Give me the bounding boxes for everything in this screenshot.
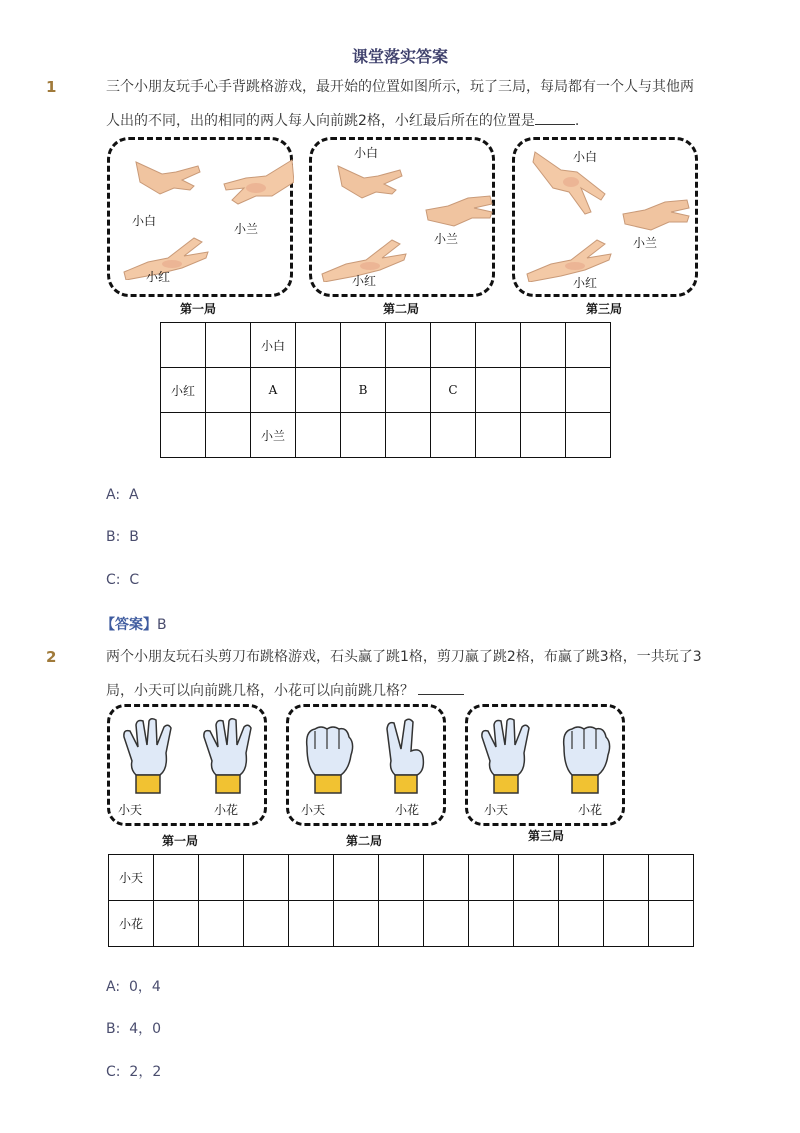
label-xiaolan: 小兰 <box>434 232 459 246</box>
hand-back-icon <box>621 196 691 238</box>
option-key: A: <box>106 487 121 503</box>
q2-round-2-caption: 第二局 <box>346 834 383 848</box>
grid-cell <box>154 855 199 901</box>
grid-row-top <box>161 323 611 368</box>
q1-round-2-panel <box>309 137 495 297</box>
label-xiaotian: 小天 <box>118 803 143 817</box>
grid-cell <box>244 901 289 947</box>
grid-cell <box>424 901 469 947</box>
grid-cell <box>199 901 244 947</box>
option-value: 2，2 <box>129 1064 162 1080</box>
hand-back-icon <box>424 192 494 232</box>
label-xiaohong: 小红 <box>146 270 171 284</box>
option-key: A: <box>106 979 121 995</box>
label-xiaohua: 小花 <box>578 803 603 817</box>
option-value: B <box>129 529 139 545</box>
hand-palm-icon <box>525 224 615 282</box>
hand-back-icon <box>132 152 204 200</box>
grid-cell <box>521 323 566 368</box>
grid-cell <box>431 413 476 458</box>
grid-row-label: 小花 <box>109 901 154 947</box>
grid-cell <box>289 855 334 901</box>
grid-cell <box>469 901 514 947</box>
grid-cell <box>559 901 604 947</box>
q1-round-1-caption: 第一局 <box>180 302 217 316</box>
grid-cell <box>476 368 521 413</box>
hand-palm-icon <box>531 148 611 218</box>
page-title: 课堂落实答案 <box>351 47 448 66</box>
grid-row-xiaohua <box>109 901 694 947</box>
q1-round-2-caption: 第二局 <box>383 302 420 316</box>
q2-option-c[interactable] <box>106 1061 161 1081</box>
option-value: C <box>129 572 140 588</box>
grid-cell: 小白 <box>251 323 296 368</box>
q2-option-a[interactable] <box>106 976 161 996</box>
glove-paper-icon <box>200 717 256 803</box>
option-value: 4，0 <box>129 1021 162 1037</box>
grid-cell-C: C <box>431 368 476 413</box>
grid-cell <box>334 901 379 947</box>
grid-cell <box>289 901 334 947</box>
grid-cell <box>341 323 386 368</box>
option-key: B: <box>106 529 121 545</box>
label-xiaolan: 小兰 <box>234 222 259 236</box>
q1-round-3-caption: 第三局 <box>586 302 623 316</box>
question-1-line-1: 三个小朋友玩手心手背跳格游戏，最开始的位置如图所示，玩了三局，每局都有一个人与其他两 <box>106 79 694 95</box>
q2-round-1-caption: 第一局 <box>162 834 199 848</box>
q1-answer <box>101 614 167 634</box>
hand-back-icon <box>334 154 406 206</box>
label-xiaobai: 小白 <box>354 146 379 160</box>
q1-round-1-panel <box>107 137 293 297</box>
question-2-number: 2 <box>46 648 57 666</box>
grid-cell <box>424 855 469 901</box>
glove-rock-icon <box>556 721 614 803</box>
q1-jump-grid <box>160 322 611 458</box>
q2-round-2-panel <box>286 704 446 826</box>
q1-option-b[interactable] <box>106 529 139 545</box>
grid-cell <box>514 901 559 947</box>
grid-cell <box>469 855 514 901</box>
grid-cell <box>296 368 341 413</box>
grid-cell-B: B <box>341 368 386 413</box>
grid-cell <box>154 901 199 947</box>
grid-cell <box>559 855 604 901</box>
grid-cell: 小兰 <box>251 413 296 458</box>
grid-cell-A: A <box>251 368 296 413</box>
q1-option-c[interactable] <box>106 572 139 588</box>
grid-cell <box>386 368 431 413</box>
question-2-line-2 <box>106 674 746 708</box>
label-xiaohua: 小花 <box>214 803 239 817</box>
label-xiaotian: 小天 <box>301 803 326 817</box>
grid-cell <box>199 855 244 901</box>
grid-cell <box>379 855 424 901</box>
option-value: A <box>128 487 139 503</box>
grid-cell <box>334 855 379 901</box>
grid-cell <box>566 413 611 458</box>
hand-palm-icon <box>216 156 294 212</box>
glove-scissors-icon <box>381 717 431 803</box>
answer-tag: 【答案】 <box>101 617 157 633</box>
label-xiaohua: 小花 <box>395 803 420 817</box>
label-xiaobai: 小白 <box>132 214 157 228</box>
grid-cell <box>296 323 341 368</box>
label-xiaolan: 小兰 <box>633 236 658 250</box>
glove-paper-icon <box>120 717 176 803</box>
glove-rock-icon <box>299 721 357 803</box>
grid-cell <box>431 323 476 368</box>
grid-cell <box>386 413 431 458</box>
grid-cell: 小红 <box>161 368 206 413</box>
label-xiaotian: 小天 <box>484 803 509 817</box>
question-2-line-1: 两个小朋友玩石头剪刀布跳格游戏，石头赢了跳1格，剪刀赢了跳2格，布赢了跳3格，一共玩了3 <box>106 649 702 665</box>
grid-cell <box>476 413 521 458</box>
grid-cell <box>476 323 521 368</box>
glove-paper-icon <box>478 717 534 803</box>
question-1-text <box>106 70 746 138</box>
grid-cell <box>206 368 251 413</box>
option-key: B: <box>106 1021 121 1037</box>
question-2-line-2-text: 局，小天可以向前跳几格，小花可以向前跳几格？ <box>106 683 414 699</box>
option-value: 0，4 <box>128 979 161 995</box>
grid-row-middle <box>161 368 611 413</box>
q1-round-3-panel <box>512 137 698 297</box>
grid-cell <box>206 323 251 368</box>
option-key: C: <box>106 572 121 588</box>
grid-cell <box>566 323 611 368</box>
grid-cell <box>296 413 341 458</box>
question-2-text <box>106 640 746 708</box>
grid-cell <box>244 855 289 901</box>
q2-round-1-panel <box>107 704 267 826</box>
question-1-line-2 <box>106 104 746 138</box>
grid-row-label: 小天 <box>109 855 154 901</box>
grid-cell <box>386 323 431 368</box>
grid-cell <box>161 413 206 458</box>
label-xiaohong: 小红 <box>573 276 598 290</box>
answer-blank <box>418 680 464 695</box>
grid-cell <box>604 855 649 901</box>
grid-cell <box>566 368 611 413</box>
q2-jump-grid <box>108 854 694 947</box>
grid-cell <box>206 413 251 458</box>
question-1-line-2-text: 人出的不同，出的相同的两人每人向前跳2格，小红最后所在的位置是 <box>106 113 535 129</box>
grid-cell <box>649 901 694 947</box>
grid-cell <box>341 413 386 458</box>
option-key: C: <box>106 1064 121 1080</box>
grid-cell <box>521 368 566 413</box>
grid-cell <box>649 855 694 901</box>
question-1-number: 1 <box>46 78 57 96</box>
answer-blank <box>535 110 575 125</box>
label-xiaobai: 小白 <box>573 150 598 164</box>
answer-value: B <box>157 617 167 633</box>
grid-cell <box>379 901 424 947</box>
q2-round-3-panel <box>465 704 625 826</box>
q2-option-b[interactable] <box>106 1018 161 1038</box>
grid-cell <box>161 323 206 368</box>
grid-cell <box>521 413 566 458</box>
grid-row-xiaotian <box>109 855 694 901</box>
question-1-line-2-end: . <box>574 113 580 129</box>
q1-option-a[interactable] <box>106 487 139 503</box>
grid-cell <box>604 901 649 947</box>
label-xiaohong: 小红 <box>352 274 377 288</box>
grid-row-bottom <box>161 413 611 458</box>
q2-round-3-caption: 第三局 <box>528 829 565 843</box>
grid-cell <box>514 855 559 901</box>
